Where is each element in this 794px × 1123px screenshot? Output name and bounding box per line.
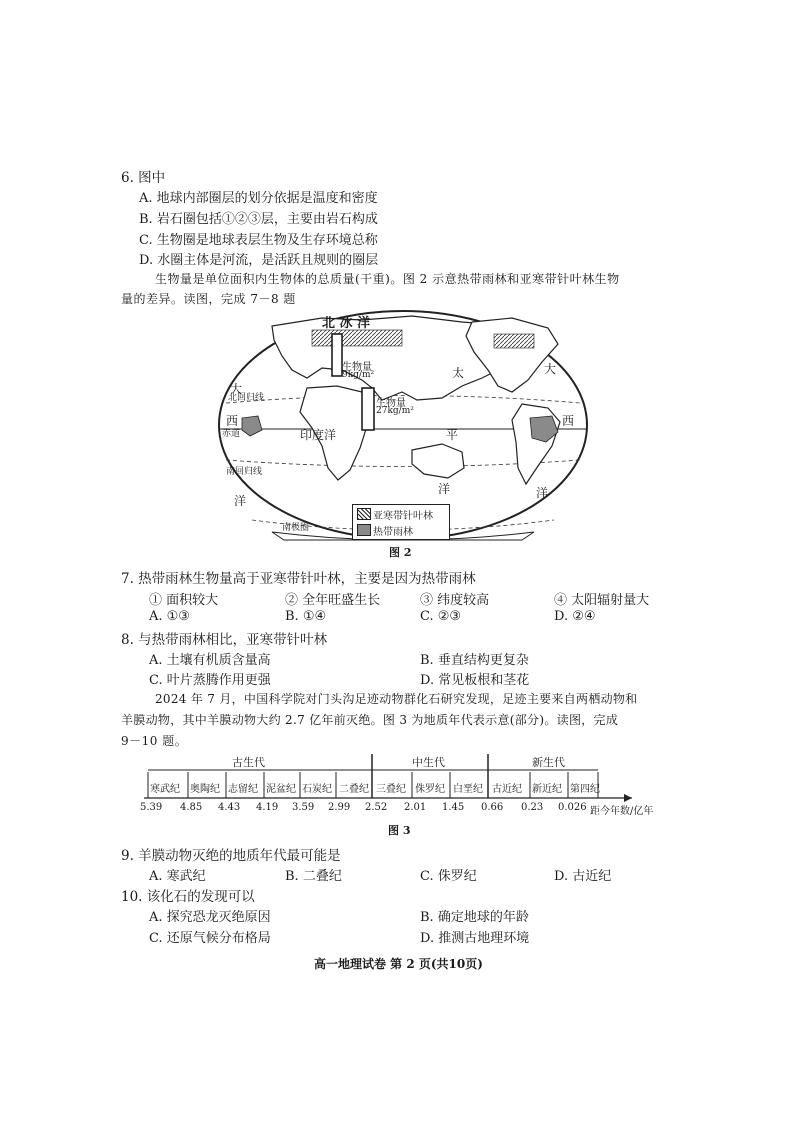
age-6: 2.99 xyxy=(328,802,351,813)
q6-option-a: A. 地球内部圈层的划分依据是温度和密度 xyxy=(139,191,378,206)
biomass-rain-value: 27kg/m² xyxy=(376,406,414,416)
q10-option-b: B. 确定地球的年龄 xyxy=(420,910,529,925)
age-1: 5.39 xyxy=(140,802,163,813)
map-label-pacific-right: 太 xyxy=(452,366,465,380)
q10-stem: 10. 该化石的发现可以 xyxy=(121,889,255,905)
q6-option-c: C. 生物圈是地球表层生物及生存环境总称 xyxy=(139,233,378,248)
age-10: 0.66 xyxy=(481,802,504,813)
age-5: 3.59 xyxy=(292,802,315,813)
era-paleozoic: 古生代 xyxy=(232,756,265,769)
q6-stem: 6. 图中 xyxy=(121,170,166,186)
q7-item-3: ③ 纬度较高 xyxy=(420,593,490,608)
q6-option-d: D. 水圈主体是河流，是活跃且规则的圈层 xyxy=(139,253,379,268)
q10-option-c: C. 还原气候分布格局 xyxy=(149,931,271,946)
age-9: 1.45 xyxy=(442,802,465,813)
q7-option-d: D. ②④ xyxy=(554,609,596,624)
period-neogene: 新近纪 xyxy=(532,784,562,795)
intro-9-10-line1: 2024 年 7 月，中国科学院对门头沟足迹动物群化石研究发现，足迹主要来自两栖动物和 xyxy=(155,692,638,706)
q8-stem: 8. 与热带雨林相比，亚寒带针叶林 xyxy=(121,632,328,648)
q7-option-c: C. ②③ xyxy=(420,609,462,624)
q8-option-a: A. 土壤有机质含量高 xyxy=(149,653,271,668)
map-label-antarctic: 南极圈 xyxy=(282,523,310,533)
q9-option-d: D. 古近纪 xyxy=(554,869,612,884)
age-unit: 距今年数/亿年 xyxy=(590,806,654,817)
age-12: 0.026 xyxy=(558,802,587,813)
q9-option-c: C. 侏罗纪 xyxy=(420,869,477,884)
period-ordovician: 奥陶纪 xyxy=(190,784,220,795)
map-label-yang-right: 洋 xyxy=(536,486,549,500)
period-carboniferous: 石炭纪 xyxy=(302,784,332,795)
age-2: 4.85 xyxy=(180,802,203,813)
q7-option-b: B. ①④ xyxy=(285,609,327,624)
q7-stem: 7. 热带雨林生物量高于亚寒带针叶林，主要是因为热带雨林 xyxy=(121,571,476,587)
period-silurian: 志留纪 xyxy=(228,784,258,795)
period-permian: 二叠纪 xyxy=(339,784,369,795)
q10-option-a: A. 探究恐龙灭绝原因 xyxy=(149,910,271,925)
q7-item-4: ④ 太阳辐射量大 xyxy=(554,593,650,608)
taiga-eurasia xyxy=(312,330,402,346)
map-legend xyxy=(352,504,450,540)
legend-rainforest-swatch xyxy=(357,524,371,536)
biomass-taiga-value: 9kg/m² xyxy=(342,370,375,380)
map-label-tropic-south: 南回归线 xyxy=(226,467,263,477)
period-quaternary: 第四纪 xyxy=(570,784,600,795)
q9-option-a: A. 寒武纪 xyxy=(149,869,206,884)
intro-7-8-line2: 量的差异。读图，完成 7－8 题 xyxy=(121,292,296,306)
era-mesozoic: 中生代 xyxy=(412,756,445,769)
figure3-caption: 图 3 xyxy=(388,824,411,837)
map-label-yang-mid: 洋 xyxy=(438,482,451,496)
map-label-tropic-north: 北回归线 xyxy=(228,393,265,403)
world-map-figure xyxy=(212,308,594,543)
map-label-equator: 赤道 xyxy=(222,429,241,439)
map-label-yang-left: 洋 xyxy=(234,494,247,508)
legend-rainforest-label: 热带雨林 xyxy=(373,527,413,538)
taiga-america xyxy=(494,334,534,348)
era-cenozoic: 新生代 xyxy=(532,756,565,769)
legend-taiga-label: 亚寒带针叶林 xyxy=(373,511,433,522)
age-4: 4.19 xyxy=(256,802,279,813)
q10-option-d: D. 推测古地理环境 xyxy=(420,931,530,946)
q9-option-b: B. 二叠纪 xyxy=(285,869,342,884)
map-label-far-right: 大 xyxy=(544,362,557,376)
intro-7-8-line1: 生物量是单位面积内生物体的总质量(干重)。图 2 示意热带雨林和亚寒带针叶林生物 xyxy=(155,272,620,286)
age-7: 2.52 xyxy=(365,802,388,813)
legend-taiga-swatch xyxy=(357,508,371,520)
biomass-bar-rainforest xyxy=(362,388,374,430)
map-label-west-left: 西 xyxy=(226,414,239,428)
map-label-arctic: 北 冰 洋 xyxy=(322,316,371,331)
period-jurassic: 侏罗纪 xyxy=(415,784,445,795)
biomass-taiga-label: 生物量 xyxy=(342,362,372,373)
intro-9-10-line3: 9－10 题。 xyxy=(121,734,188,748)
map-label-west-right: 西 xyxy=(562,414,575,428)
age-8: 2.01 xyxy=(404,802,427,813)
page-footer: 高一地理试卷 第 2 页(共10页) xyxy=(314,957,483,971)
q7-item-1: ① 面积较大 xyxy=(149,593,219,608)
period-triassic: 三叠纪 xyxy=(376,784,406,795)
q6-option-b: B. 岩石圈包括①②③层，主要由岩石构成 xyxy=(139,212,378,227)
map-label-indian-ocean: 印度洋 xyxy=(300,428,337,442)
q7-option-a: A. ①③ xyxy=(149,609,190,624)
q8-option-c: C. 叶片蒸腾作用更强 xyxy=(149,673,271,688)
period-cretaceous: 白垩纪 xyxy=(453,784,483,795)
geologic-timeline xyxy=(140,750,654,820)
intro-9-10-line2: 羊膜动物，其中羊膜动物大约 2.7 亿年前灭绝。图 3 为地质年代表示意(部分)。读图，完成 xyxy=(121,713,619,727)
q8-option-d: D. 常见板根和茎花 xyxy=(420,673,530,688)
map-label-pacific-left: 大 xyxy=(230,382,243,396)
biomass-bar-taiga xyxy=(332,334,342,376)
time-axis-arrow xyxy=(624,794,632,802)
q8-option-b: B. 垂直结构更复杂 xyxy=(420,653,529,668)
figure2-caption: 图 2 xyxy=(389,546,412,559)
period-cambrian: 寒武纪 xyxy=(150,784,180,795)
map-label-pacific-ping: 平 xyxy=(446,428,459,442)
period-paleogene: 古近纪 xyxy=(492,784,522,795)
q7-item-2: ② 全年旺盛生长 xyxy=(285,593,381,608)
biomass-rain-label: 生物量 xyxy=(376,398,406,409)
age-3: 4.43 xyxy=(218,802,241,813)
age-11: 0.23 xyxy=(521,802,544,813)
q9-stem: 9. 羊膜动物灭绝的地质年代最可能是 xyxy=(121,848,341,864)
period-devonian: 泥盆纪 xyxy=(266,784,296,795)
